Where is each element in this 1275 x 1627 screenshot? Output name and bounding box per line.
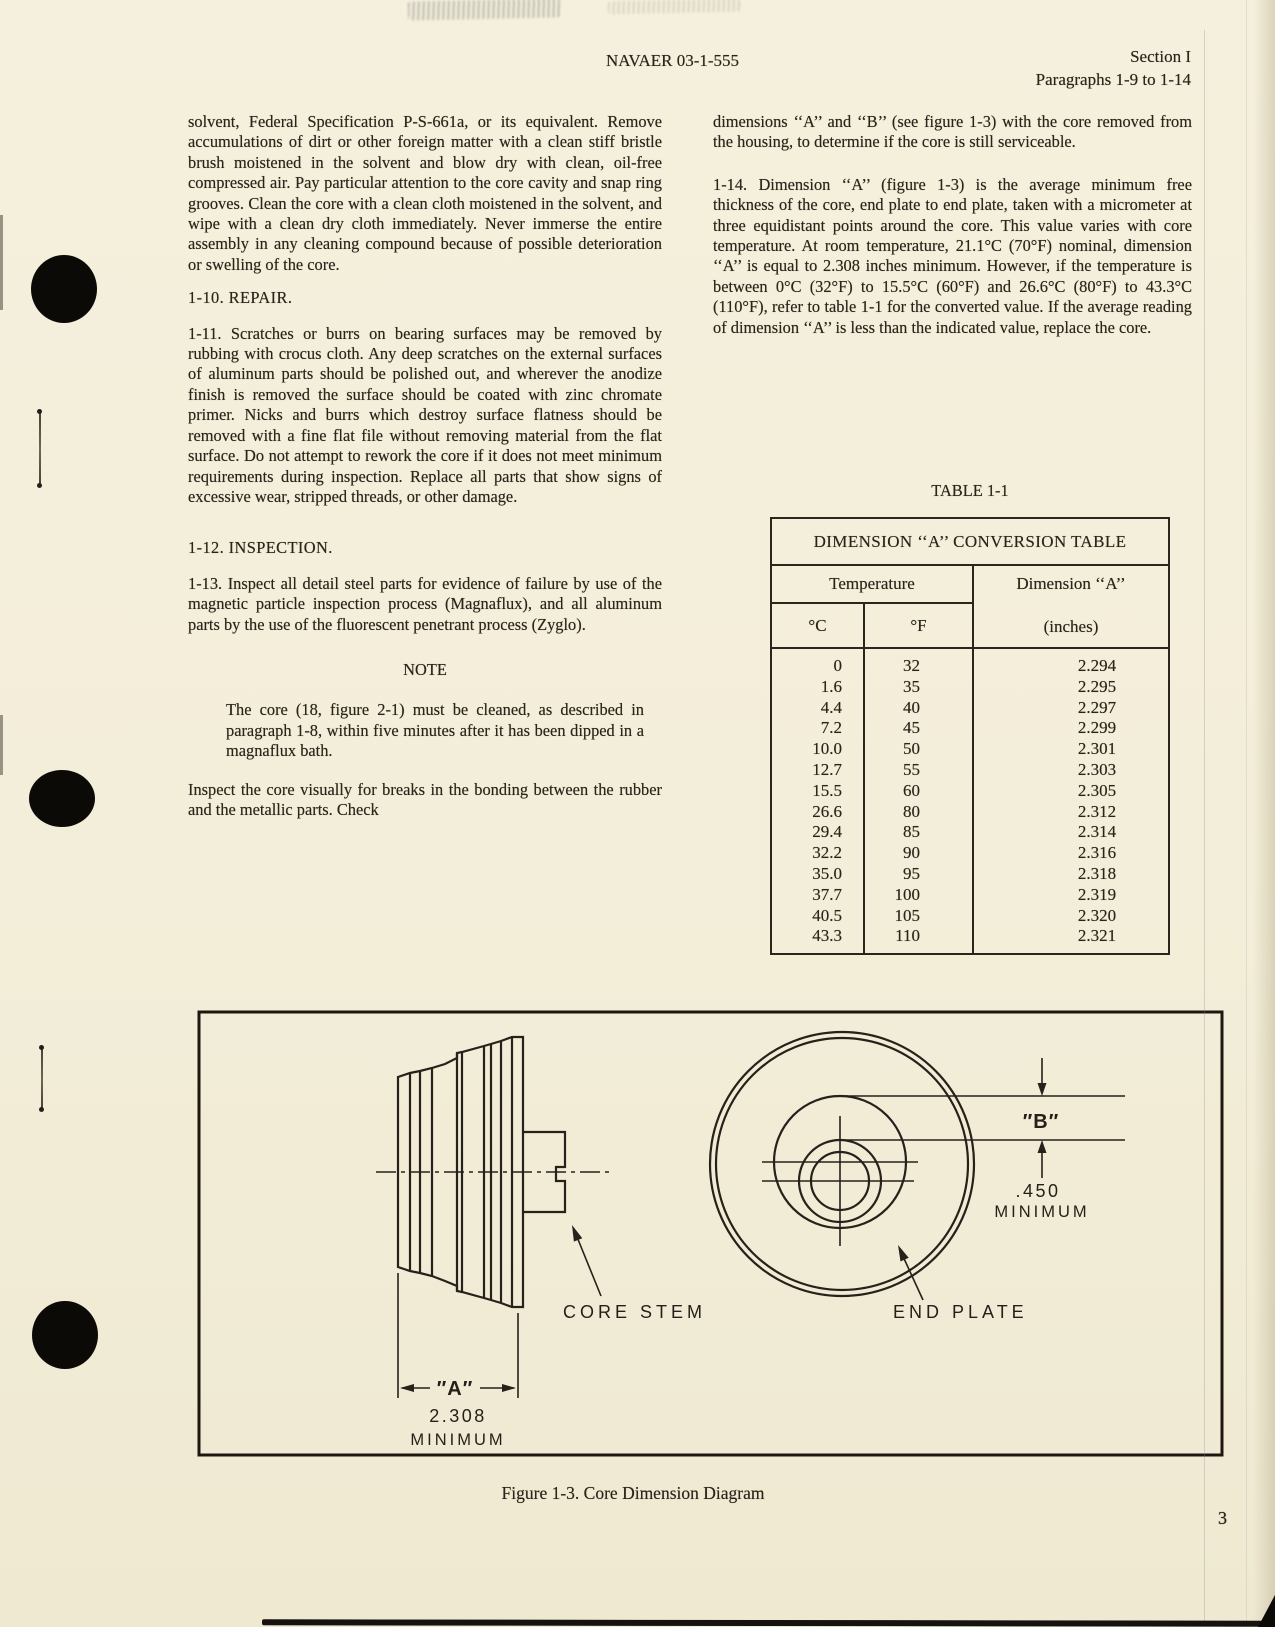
heading-repair: 1-10. REPAIR. <box>188 288 293 308</box>
table-cell: 85 <box>903 822 920 842</box>
table-cell: 35 <box>903 676 920 696</box>
inches-label: (inches) <box>1043 617 1099 636</box>
table-cell: 90 <box>903 843 920 863</box>
end-plate-arrow <box>898 1245 909 1262</box>
table-cell: 29.4 <box>812 822 842 842</box>
doc-number: NAVAER 03-1-555 <box>606 51 740 70</box>
table-title: TABLE 1-1 <box>931 481 1009 500</box>
table-cell: 43.3 <box>812 926 842 946</box>
table-cell: 1.6 <box>820 676 842 696</box>
paragraph-1-14: 1-14. Dimension ‘‘A’’ (figure 1-3) is the average minimum free thickness of the core, end plate to end plate, taken with a micrometer at three equidistant points around the core. This value varies with core temperature. At room temperature, 21.1°C (70°F) nominal, dimension ‘‘A’’ is equal to 2.308 inches minimum. However, if the temperature is between 0°C (32°F) to 15.5°C (60°F) and 26.6°C (80°F) to 43.3°C (110°F), refer to table 1-1 for the converted value. If the average reading of dimension ‘‘A’’ is less than the indicated value, replace the core. <box>713 174 1192 337</box>
paragraphs-ref: Paragraphs 1-9 to 1-14 <box>1035 70 1191 89</box>
core-side-view <box>376 1037 612 1307</box>
table-cell: 50 <box>903 739 920 759</box>
dim-a-value: 2.308 <box>429 1406 487 1426</box>
core-stem-arrow <box>572 1225 582 1242</box>
table-column-fahrenheit <box>865 649 974 953</box>
dim-a-right-arrow <box>502 1384 516 1392</box>
figure-caption: Figure 1-3. Core Dimension Diagram <box>501 1483 765 1503</box>
dim-b-value: .450 <box>1015 1181 1061 1201</box>
dimension-a-label: Dimension ‘‘A’’ <box>1016 574 1126 593</box>
core-stem-callout <box>563 1225 706 1322</box>
table-column-headers <box>772 566 1168 647</box>
dim-b-label: ″B″ <box>1022 1111 1060 1133</box>
paragraph-solvent: solvent, Federal Specification P-S-661a, or its equivalent. Remove accumulations of dirt or other foreign matter with a clean stiff bristle brush moistened in the solvent and blow dry with clean, oil-free compressed air. Pay particular attention to the core cavity and snap ring grooves. Clean the core with a clean cloth moistened in the solvent, and wipe with a clean dry cloth immediately. Never immerse the entire assembly in any cleaning compound because of possible deterioration or swelling of the core. <box>188 112 662 274</box>
table-cell: 2.295 <box>1077 676 1117 696</box>
core-end-view <box>710 1032 974 1296</box>
figure-core-dimension-diagram <box>197 1010 1225 1458</box>
table-cell: 2.297 <box>1077 697 1117 717</box>
table-data-grid <box>772 647 1168 953</box>
left-edge-mark <box>0 715 3 775</box>
scan-smudge-top-right <box>608 0 740 14</box>
punch-hole-top <box>31 255 97 323</box>
table-cell: 32.2 <box>812 843 842 863</box>
note-body: The core (18, figure 2-1) must be cleaned, as described in paragraph 1-8, within five minutes after it has been dipped in a magnaflux bath. <box>226 700 644 761</box>
end-plate-label: END PLATE <box>893 1302 1028 1322</box>
table-column-inches <box>974 649 1168 953</box>
table-cell: 80 <box>903 801 920 821</box>
table-cell: 100 <box>894 884 920 904</box>
scratch-dot <box>37 483 42 488</box>
left-edge-mark <box>0 215 3 310</box>
punch-hole-middle <box>29 770 95 827</box>
dim-b-up-arrow <box>1038 1140 1047 1153</box>
table-cell: 2.312 <box>1077 801 1117 821</box>
paragraph-dimensions: dimensions ‘‘A’’ and ‘‘B’’ (see figure 1-3) with the core removed from the housing, to determine if the core is still serviceable. <box>713 112 1192 152</box>
dimension-b <box>845 1058 1125 1221</box>
table-cell: 2.305 <box>1077 780 1117 800</box>
table-cell: 2.320 <box>1077 905 1117 925</box>
table-cell: 2.299 <box>1077 718 1117 738</box>
table-cell: 32 <box>903 656 920 675</box>
table-cell: 2.321 <box>1077 926 1117 946</box>
scratch-dot <box>39 1107 44 1112</box>
core-stem-label: CORE STEM <box>563 1302 707 1322</box>
table-cell: 12.7 <box>812 759 842 779</box>
heading-inspection: 1-12. INSPECTION. <box>188 538 333 558</box>
section-label: Section I <box>1130 47 1191 66</box>
table-cell: 0 <box>833 656 842 675</box>
table-cell: 40 <box>903 697 920 717</box>
page-number: 3 <box>1218 1508 1227 1528</box>
scan-smudge-top-left <box>408 0 560 21</box>
scratch-dot <box>37 409 42 414</box>
column-group-dimension-a <box>974 566 1168 647</box>
page-fold-line-2 <box>1246 0 1247 1627</box>
right-page-edge-shading <box>1253 0 1275 1627</box>
conversion-table <box>770 517 1170 955</box>
dim-a-left-arrow <box>400 1384 414 1392</box>
table-cell: 2.319 <box>1077 884 1117 904</box>
paragraph-visual-inspect: Inspect the core visually for breaks in the bonding between the rubber and the metallic parts. Check <box>188 779 662 819</box>
paragraph-1-11: 1-11. Scratches or burrs on bearing surfaces may be removed by rubbing with crocus cloth. Any deep scratches on the external surfaces of aluminum parts should be polished out, and wherever the anodize finish is removed the surface should be coated with zinc chromate primer. Nicks and burrs which destroy surface flatness should be removed with a fine flat file without removing material from the flat surface. Do not attempt to rework the core if it does not meet minimum requirements during inspection. Replace all parts that show signs of excessive wear, stripped threads, or other damage. <box>188 323 662 506</box>
table-cell: 2.294 <box>1077 656 1117 675</box>
table-cell: 60 <box>903 780 920 800</box>
table-header: DIMENSION ‘‘A’’ CONVERSION TABLE <box>772 519 1168 566</box>
page-fold-line <box>1204 30 1205 1627</box>
table-cell: 105 <box>894 905 920 925</box>
table-cell: 15.5 <box>812 780 842 800</box>
bottom-scan-edge <box>262 1619 1275 1626</box>
table-cell: 40.5 <box>812 905 842 925</box>
dim-a-label: ″A″ <box>436 1378 474 1400</box>
end-plate-callout <box>893 1245 1028 1322</box>
table-cell: 4.4 <box>820 697 842 717</box>
table-cell: 2.316 <box>1077 843 1117 863</box>
table-cell: 37.7 <box>812 884 842 904</box>
column-header-celsius: °C <box>772 604 865 647</box>
note-heading: NOTE <box>403 659 447 679</box>
left-column <box>188 112 662 820</box>
table-cell: 2.303 <box>1077 759 1117 779</box>
dim-b-down-arrow <box>1038 1083 1047 1096</box>
table-cell: 10.0 <box>812 739 842 759</box>
scratch-mark-lower <box>41 1048 43 1110</box>
table-cell: 35.0 <box>812 863 842 883</box>
punch-hole-bottom <box>32 1301 98 1369</box>
table-cell: 7.2 <box>820 718 842 738</box>
paragraph-1-13: 1-13. Inspect all detail steel parts for evidence of failure by use of the magnetic particle inspection process (Magnaflux), and all aluminum parts by the use of the fluorescent penetrant process (Zyglo). <box>188 573 662 634</box>
table-cell: 26.6 <box>812 801 842 821</box>
column-group-temperature: Temperature <box>772 566 974 604</box>
right-column <box>713 112 1192 338</box>
table-cell: 95 <box>903 863 920 883</box>
scratch-mark-upper <box>39 412 41 486</box>
table-cell: 2.314 <box>1077 822 1117 842</box>
column-header-fahrenheit: °F <box>865 604 974 647</box>
table-cell: 55 <box>903 759 920 779</box>
dim-b-minimum: MINIMUM <box>994 1203 1090 1221</box>
dim-a-minimum: MINIMUM <box>410 1431 506 1449</box>
table-cell: 2.301 <box>1077 739 1117 759</box>
table-column-celsius <box>772 649 865 953</box>
table-cell: 110 <box>895 926 920 946</box>
scratch-dot <box>39 1045 44 1050</box>
table-cell: 45 <box>903 718 920 738</box>
table-cell: 2.318 <box>1077 863 1117 883</box>
figure-border <box>199 1012 1222 1455</box>
